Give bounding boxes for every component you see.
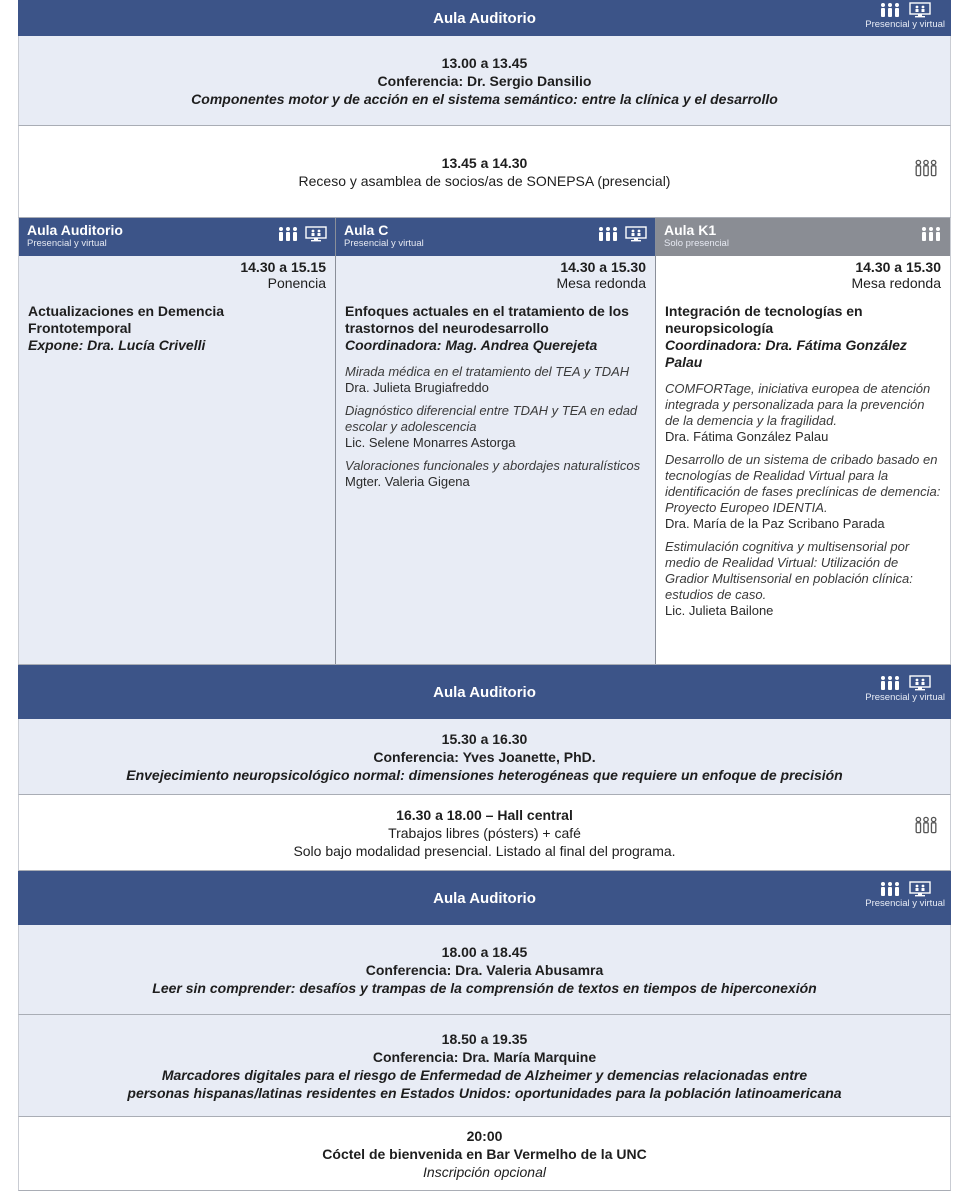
talk-speaker: Lic. Selene Monarres Astorga (345, 435, 516, 450)
talk-item (345, 458, 646, 490)
session-block (18, 1015, 951, 1117)
section-title: Aula Auditorio (433, 9, 536, 27)
session-coordinator: Coordinadora: Dra. Fátima González Palau (665, 337, 907, 370)
session-block (18, 36, 951, 126)
talk-speaker: Dra. Julieta Brugiafreddo (345, 380, 489, 395)
session-speaker: Conferencia: Yves Joanette, PhD. (373, 748, 596, 765)
session-speaker: Expone: Dra. Lucía Crivelli (28, 337, 206, 353)
talk-speaker: Dra. María de la Paz Scribano Parada (665, 516, 885, 531)
session-note: Solo bajo modalidad presencial. Listado al final del programa. (293, 842, 676, 859)
session-time: 13.00 a 13.45 (441, 54, 528, 71)
people-icon (920, 226, 942, 242)
room-mode: Presencial y virtual (344, 238, 424, 249)
talk-item (665, 539, 941, 619)
schedule-page (18, 0, 951, 1191)
talk-speaker: Mgter. Valeria Gigena (345, 474, 470, 489)
mode-icons (865, 673, 945, 703)
session-note: Inscripción opcional (423, 1163, 546, 1180)
room-name: Aula Auditorio (27, 222, 123, 238)
room-mode: Presencial y virtual (27, 238, 107, 249)
room-name: Aula C (344, 222, 389, 238)
session-time: 18.50 a 19.35 (441, 1030, 528, 1047)
mode-icons (865, 0, 945, 30)
session-block (18, 719, 951, 795)
session-time: 13.45 a 14.30 (441, 154, 528, 171)
people-icon (597, 226, 619, 242)
session-title: Actualizaciones en Demencia Frontotemporal (28, 303, 225, 336)
monitor-icon (909, 2, 931, 18)
people-icon (914, 158, 938, 178)
talk-title: COMFORTage, iniciativa europea de atención integrada y personalizada para la prevención de la demencia y la fragilidad. (665, 381, 931, 428)
talk-title: Mirada médica en el tratamiento del TEA y TDAH (345, 364, 630, 379)
people-icon (277, 226, 299, 242)
monitor-icon (625, 226, 647, 242)
column-header (336, 218, 655, 256)
talk-title: Diagnóstico diferencial entre TDAH y TEA en edad escolar y adolescencia (345, 403, 638, 434)
talk-item (345, 403, 646, 451)
mode-caption: Presencial y virtual (865, 898, 945, 909)
session-description: Trabajos libres (pósters) + café (388, 824, 581, 841)
monitor-icon (909, 675, 931, 691)
section-header (18, 871, 951, 925)
session-type: Ponencia (267, 275, 326, 291)
section-header (18, 0, 951, 36)
talk-item (665, 381, 941, 445)
mode-caption: Presencial y virtual (865, 692, 945, 703)
session-time: 16.30 a 18.00 – Hall central (396, 806, 573, 823)
session-speaker: Conferencia: Dr. Sergio Dansilio (377, 72, 592, 89)
session-time: 14.30 a 15.30 (855, 259, 941, 275)
session-time: 20:00 (466, 1127, 503, 1144)
room-name: Aula K1 (664, 222, 717, 238)
parallel-sessions (18, 218, 951, 665)
people-icon (879, 881, 901, 897)
session-type: Mesa redonda (851, 275, 941, 291)
column-aula-auditorio (18, 218, 336, 664)
recess-block (18, 126, 951, 218)
session-event: Cóctel de bienvenida en Bar Vermelho de la UNC (322, 1145, 647, 1162)
talk-title: Valoraciones funcionales y abordajes naturalísticos (345, 458, 641, 473)
column-aula-c (336, 218, 656, 664)
monitor-icon (305, 226, 327, 242)
session-coordinator: Coordinadora: Mag. Andrea Querejeta (345, 337, 598, 353)
session-title: Enfoques actuales en el tratamiento de los trastornos del neurodesarrollo (345, 303, 629, 336)
talk-speaker: Lic. Julieta Bailone (665, 603, 774, 618)
session-title: Leer sin comprender: desafíos y trampas de la comprensión de textos en tiempos de hiperconexión (152, 979, 817, 996)
people-icon (879, 2, 901, 18)
talk-item (665, 452, 941, 532)
session-time: 14.30 a 15.15 (240, 259, 326, 275)
session-speaker: Conferencia: Dra. María Marquine (372, 1048, 597, 1065)
session-time: 18.00 a 18.45 (441, 943, 528, 960)
talk-title: Desarrollo de un sistema de cribado basado en tecnologías de Realidad Virtual para la identificación de fases preclínicas de demencia: Proyecto Europeo IDENTIA. (665, 452, 941, 515)
session-title: Envejecimiento neuropsicológico normal: dimensiones heterogéneas que requiere un enfoque de precisión (126, 766, 843, 783)
session-title-line2: personas hispanas/latinas residentes en Estados Unidos: oportunidades para la población latinoamericana (127, 1084, 842, 1101)
talk-title: Estimulación cognitiva y multisensorial por medio de Realidad Virtual: Utilización de Gradior Multisensorial en población clínica: estudios de caso. (665, 539, 913, 602)
people-icon (879, 675, 901, 691)
talk-item (345, 364, 646, 396)
monitor-icon (909, 881, 931, 897)
room-mode: Solo presencial (664, 238, 729, 249)
section-title: Aula Auditorio (433, 889, 536, 907)
session-time: 14.30 a 15.30 (560, 259, 646, 275)
session-description: Receso y asamblea de socios/as de SONEPSA (presencial) (298, 172, 671, 189)
session-block (18, 925, 951, 1015)
session-type: Mesa redonda (556, 275, 646, 291)
section-header (18, 665, 951, 719)
mode-caption: Presencial y virtual (865, 19, 945, 30)
poster-block (18, 795, 951, 871)
people-icon (914, 815, 938, 835)
session-title-line1: Marcadores digitales para el riesgo de Enfermedad de Alzheimer y demencias relacionadas entre (161, 1066, 808, 1083)
column-header (656, 218, 950, 256)
column-aula-k1 (656, 218, 951, 664)
column-header (19, 218, 335, 256)
session-time: 15.30 a 16.30 (441, 730, 528, 747)
section-title: Aula Auditorio (433, 683, 536, 701)
talk-speaker: Dra. Fátima González Palau (665, 429, 829, 444)
mode-icons (865, 879, 945, 909)
session-title: Componentes motor y de acción en el sistema semántico: entre la clínica y el desarrollo (191, 90, 778, 107)
cocktail-block (18, 1117, 951, 1191)
session-speaker: Conferencia: Dra. Valeria Abusamra (365, 961, 604, 978)
session-title: Integración de tecnologías en neuropsicología (665, 303, 863, 336)
